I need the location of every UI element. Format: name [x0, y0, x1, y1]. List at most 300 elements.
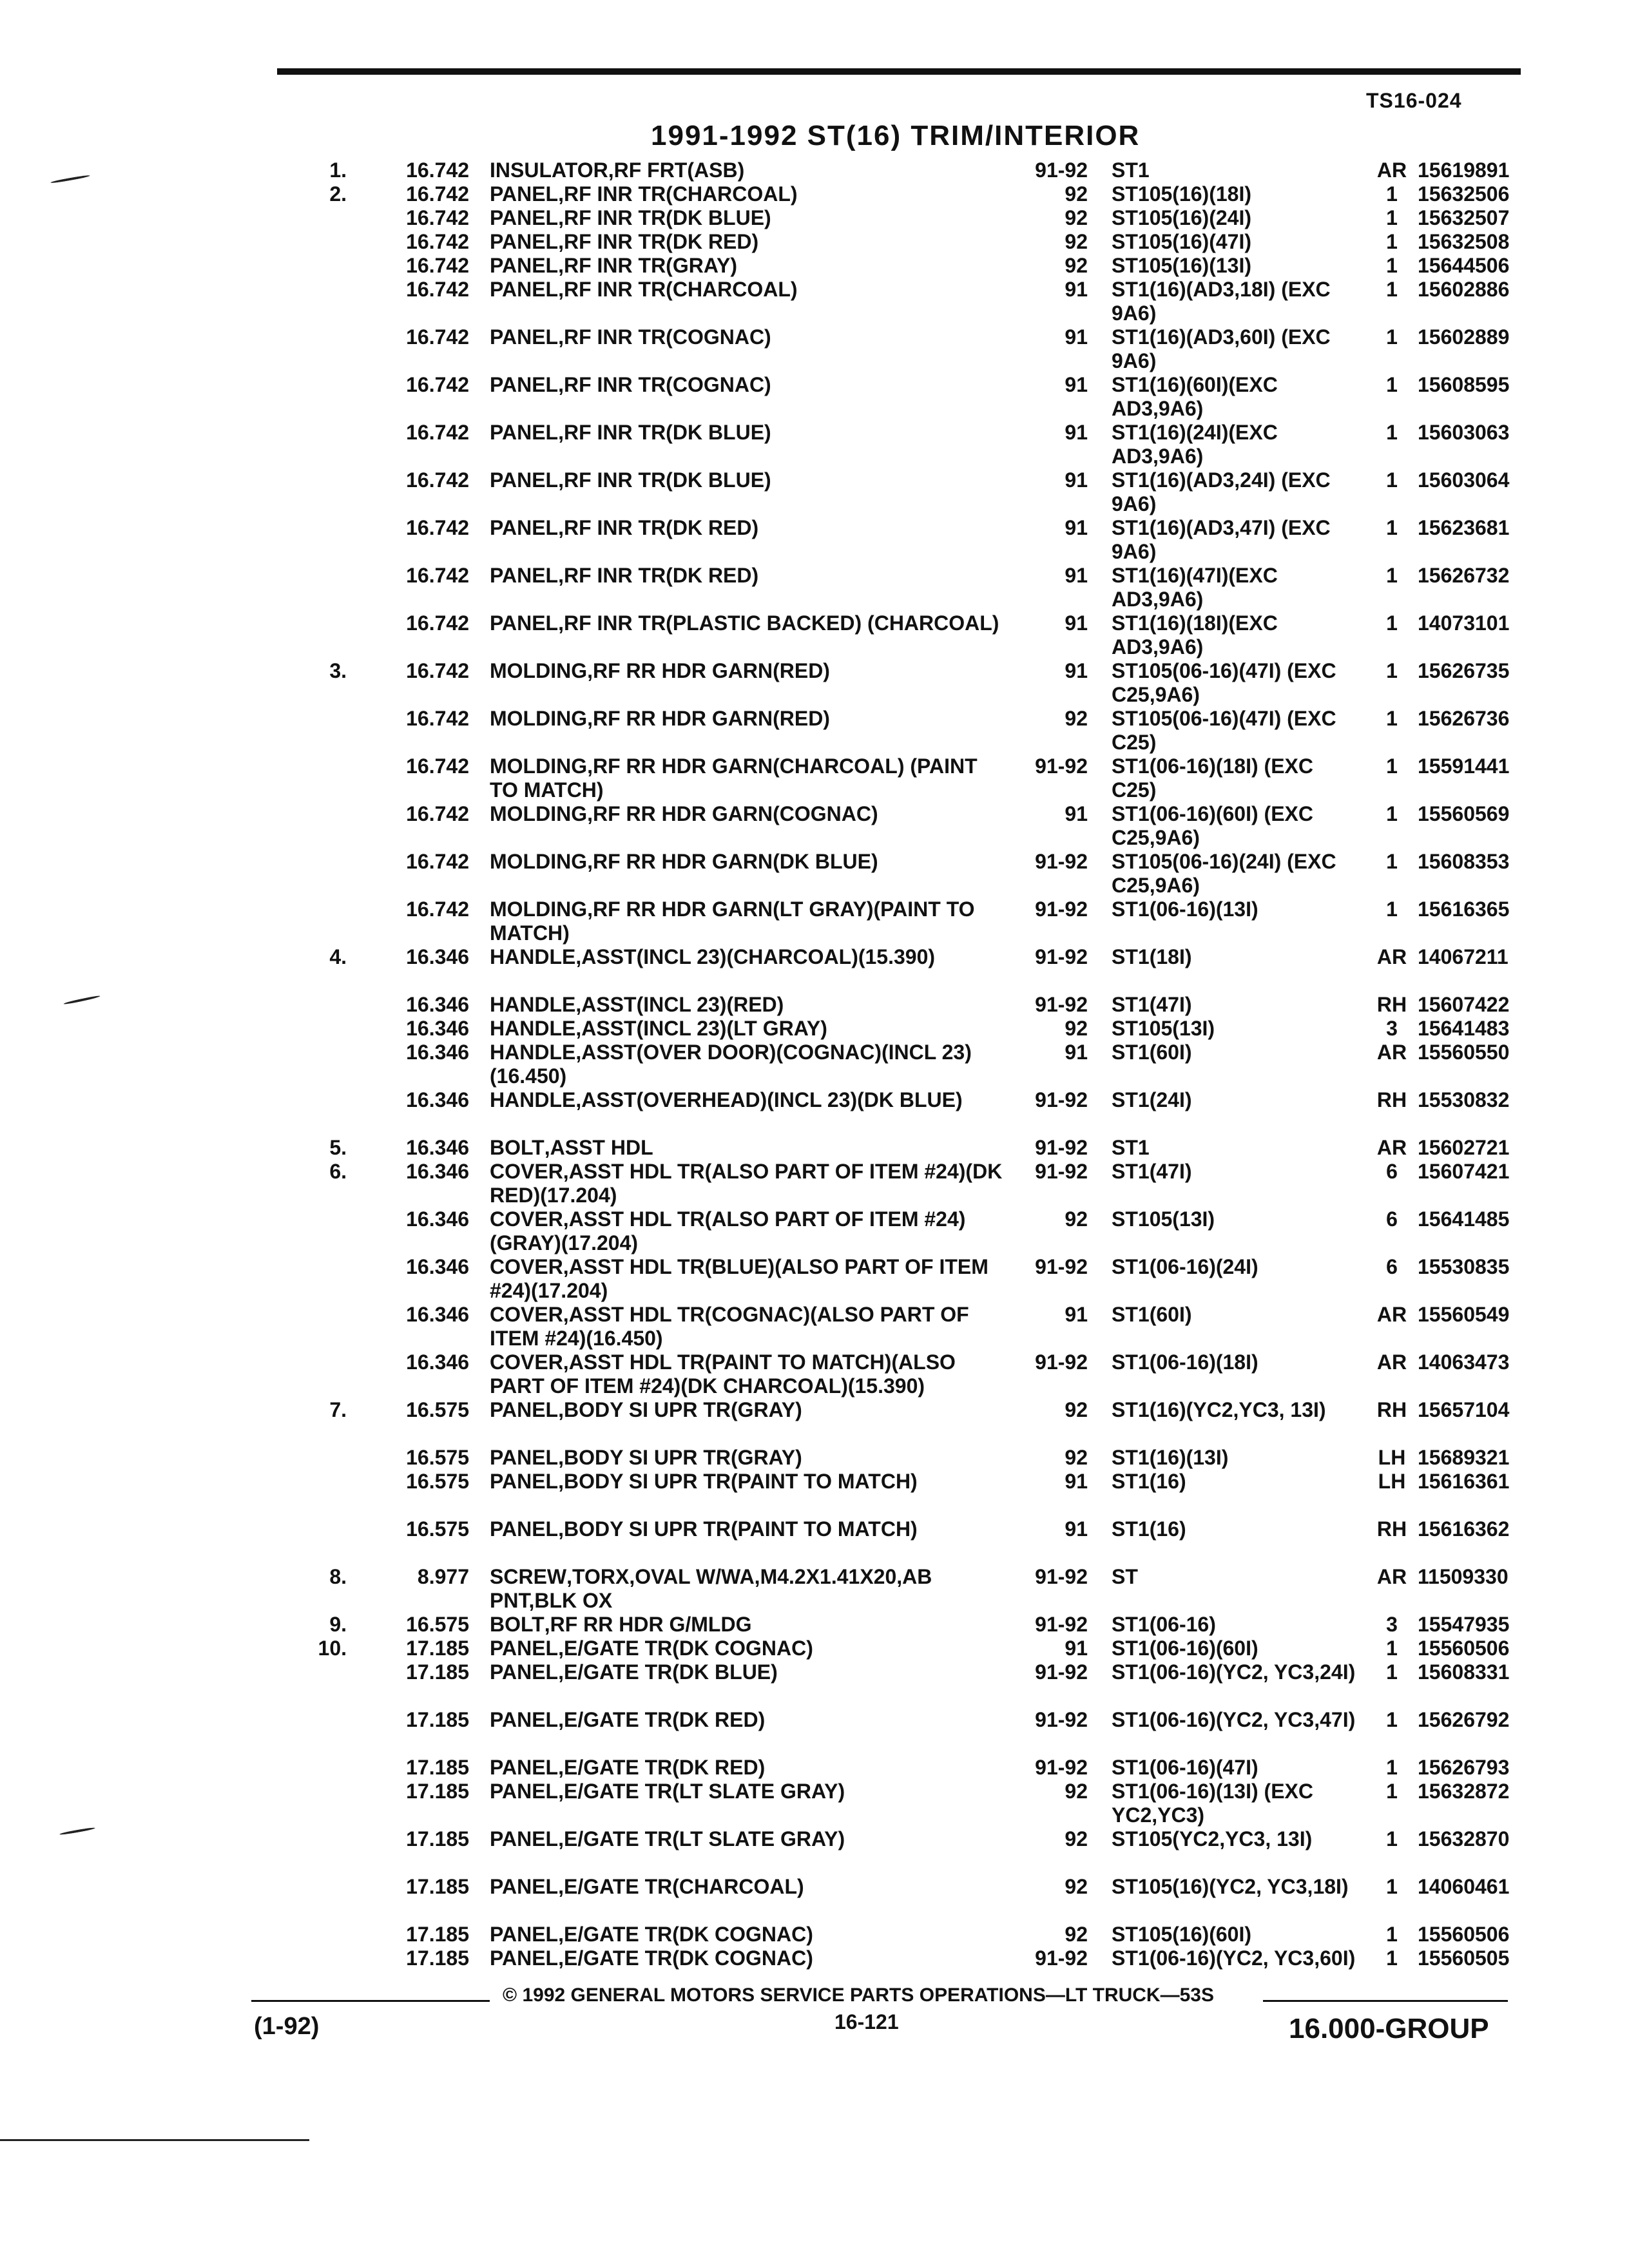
quantity: 1 — [1386, 1637, 1398, 1660]
illustration-reference: 16.346 — [406, 1041, 469, 1064]
table-row — [0, 516, 1629, 564]
part-number: 15560506 — [1418, 1637, 1510, 1660]
part-description — [490, 611, 1005, 635]
model-usage: ST1(16)(AD3,60I) (EXC 9A6) — [1112, 325, 1331, 372]
model-years: 92 — [1065, 1446, 1088, 1469]
part-description — [490, 1470, 1005, 1494]
part-name: PANEL — [490, 182, 559, 206]
part-description — [490, 1923, 1005, 1946]
model-years: 91 — [1065, 1041, 1088, 1064]
item-number: 8. — [329, 1565, 347, 1588]
illustration-reference: 16.742 — [406, 802, 469, 825]
model-usage: ST105(06-16)(24I) (EXC C25,9A6) — [1112, 850, 1336, 897]
quantity: AR — [1376, 1136, 1407, 1159]
table-row — [0, 1470, 1629, 1517]
table-row — [0, 1160, 1629, 1207]
part-number: 15602886 — [1418, 278, 1510, 301]
quantity: LH — [1378, 1446, 1406, 1469]
part-number: 15632507 — [1418, 206, 1510, 229]
part-name: HANDLE — [490, 1041, 576, 1064]
part-description — [490, 159, 1005, 182]
part-name: INSULATOR — [490, 159, 608, 182]
part-number: 15632870 — [1418, 1827, 1510, 1850]
table-row — [0, 850, 1629, 898]
illustration-reference: 16.346 — [406, 1303, 469, 1326]
part-number: 15632506 — [1418, 182, 1510, 206]
quantity: 1 — [1386, 1923, 1398, 1946]
part-description — [490, 468, 1005, 492]
part-number: 15626735 — [1418, 659, 1510, 682]
part-detail: ,RF RR HDR GARN(DK BLUE) — [587, 850, 878, 873]
table-row — [0, 230, 1629, 254]
model-usage: ST1(47I) — [1112, 993, 1192, 1016]
model-years: 92 — [1065, 707, 1088, 730]
part-detail: ,ASST HDL TR(ALSO PART OF ITEM #24)(GRAY)(17.204) — [490, 1207, 966, 1254]
part-description — [490, 206, 1005, 230]
part-description — [490, 373, 1005, 397]
model-years: 91 — [1065, 1303, 1088, 1326]
quantity: 1 — [1386, 1827, 1398, 1850]
part-description — [490, 1088, 1005, 1112]
part-description — [490, 1708, 1005, 1732]
illustration-reference: 16.742 — [406, 373, 469, 396]
model-years: 91 — [1065, 1637, 1088, 1660]
model-usage: ST1(06-16)(13I) (EXC YC2,YC3) — [1112, 1780, 1313, 1827]
quantity: 3 — [1386, 1017, 1398, 1040]
illustration-reference: 17.185 — [406, 1923, 469, 1946]
part-detail: ,RF INR TR(CHARCOAL) — [558, 182, 798, 206]
part-number: 15607421 — [1418, 1160, 1510, 1183]
table-row — [0, 421, 1629, 468]
model-years: 92 — [1065, 206, 1088, 229]
part-name: PANEL — [490, 1946, 559, 1970]
model-usage: ST1(06-16)(60I) — [1112, 1637, 1258, 1660]
part-number: 15616361 — [1418, 1470, 1510, 1493]
part-detail: ,ASST(INCL 23)(LT GRAY) — [575, 1017, 827, 1040]
parts-list — [0, 159, 1629, 1994]
part-number: 15626793 — [1418, 1756, 1510, 1779]
part-number: 15641483 — [1418, 1017, 1510, 1040]
model-usage: ST — [1112, 1565, 1138, 1588]
model-years: 91 — [1065, 468, 1088, 492]
part-name: MOLDING — [490, 850, 588, 873]
part-detail: ,RF INR TR(DK RED) — [558, 564, 759, 587]
part-detail: ,E/GATE TR(DK RED) — [558, 1756, 766, 1779]
part-description — [490, 1207, 1005, 1255]
part-name: SCREW — [490, 1565, 567, 1588]
part-name: COVER — [490, 1350, 563, 1374]
part-name: PANEL — [490, 421, 559, 444]
table-row — [0, 1255, 1629, 1303]
part-detail: ,RF RR HDR GARN(RED) — [587, 707, 830, 730]
footer-rule — [1263, 2000, 1508, 2002]
model-usage: ST1(06-16)(47I) — [1112, 1756, 1258, 1779]
part-detail: ,E/GATE TR(DK BLUE) — [558, 1660, 778, 1684]
item-number: 1. — [329, 159, 347, 182]
quantity: LH — [1378, 1470, 1406, 1493]
part-name: PANEL — [490, 1470, 559, 1493]
part-detail: ,BODY SI UPR TR(GRAY) — [558, 1398, 802, 1421]
table-row — [0, 373, 1629, 421]
illustration-reference: 17.185 — [406, 1637, 469, 1660]
illustration-reference: 16.346 — [406, 1017, 469, 1040]
table-row — [0, 278, 1629, 325]
part-description — [490, 1041, 1005, 1088]
model-usage: ST105(13I) — [1112, 1017, 1215, 1040]
part-detail: ,ASST HDL TR(PAINT TO MATCH)(ALSO PART OF ITEM #24)(DK CHARCOAL)(15.390) — [490, 1350, 956, 1398]
illustration-reference: 17.185 — [406, 1827, 469, 1850]
model-usage: ST1(16)(60I)(EXC AD3,9A6) — [1112, 373, 1278, 420]
part-detail: ,RF RR HDR GARN(COGNAC) — [587, 802, 878, 825]
part-description — [490, 278, 1005, 302]
illustration-reference: 16.742 — [406, 707, 469, 730]
quantity: 1 — [1386, 1780, 1398, 1803]
model-years: 91-92 — [1035, 993, 1088, 1016]
part-detail: ,ASST(OVERHEAD)(INCL 23)(DK BLUE) — [575, 1088, 963, 1111]
model-years: 91-92 — [1035, 1613, 1088, 1636]
part-description — [490, 1637, 1005, 1660]
part-description — [490, 230, 1005, 254]
part-description — [490, 659, 1005, 683]
quantity: 1 — [1386, 468, 1398, 492]
part-name: COVER — [490, 1207, 563, 1231]
part-detail: ,BODY SI UPR TR(GRAY) — [558, 1446, 802, 1469]
quantity: 1 — [1386, 1660, 1398, 1684]
quantity: 6 — [1386, 1160, 1398, 1183]
part-detail: ,RF RR HDR GARN(RED) — [587, 659, 830, 682]
model-years: 92 — [1065, 1398, 1088, 1421]
illustration-reference: 16.346 — [406, 1350, 469, 1374]
part-description — [490, 1613, 1005, 1637]
quantity: 1 — [1386, 564, 1398, 587]
quantity: 1 — [1386, 182, 1398, 206]
part-detail: ,RF INR TR(DK RED) — [558, 230, 759, 253]
copyright-symbol: © — [503, 1984, 517, 2006]
part-description — [490, 1303, 1005, 1350]
model-years: 91-92 — [1035, 1946, 1088, 1970]
page-number: 16-121 — [834, 2010, 899, 2033]
quantity: 1 — [1386, 516, 1398, 539]
illustration-reference: 16.742 — [406, 254, 469, 277]
part-description — [490, 1255, 1005, 1303]
table-row — [0, 182, 1629, 206]
part-detail: ,RF INR TR(PLASTIC BACKED) (CHARCOAL) — [558, 611, 999, 635]
model-years: 91-92 — [1035, 1255, 1088, 1278]
top-rule — [277, 68, 1521, 75]
quantity: 3 — [1386, 1613, 1398, 1636]
quantity: RH — [1376, 1088, 1407, 1111]
table-row — [0, 1780, 1629, 1827]
model-years: 92 — [1065, 1207, 1088, 1231]
part-number: 15632872 — [1418, 1780, 1510, 1803]
part-description — [490, 182, 1005, 206]
part-description — [490, 945, 1005, 969]
model-usage: ST1(16)(AD3,18I) (EXC 9A6) — [1112, 278, 1331, 325]
table-row — [0, 254, 1629, 278]
model-years: 91-92 — [1035, 1350, 1088, 1374]
part-name: PANEL — [490, 1875, 559, 1898]
illustration-reference: 17.185 — [406, 1660, 469, 1684]
quantity: RH — [1376, 993, 1407, 1016]
quantity: 1 — [1386, 802, 1398, 825]
illustration-reference: 16.346 — [406, 1160, 469, 1183]
part-detail: ,ASST(OVER DOOR)(COGNAC)(INCL 23)(16.450) — [490, 1041, 972, 1088]
part-number: 15602721 — [1418, 1136, 1510, 1159]
part-number: 15626792 — [1418, 1708, 1510, 1731]
model-usage: ST1(06-16)(YC2, YC3,24I) — [1112, 1660, 1356, 1684]
model-usage: ST105(16)(YC2, YC3,18I) — [1112, 1875, 1349, 1898]
table-row — [0, 1923, 1629, 1946]
part-name: PANEL — [490, 516, 559, 539]
part-name: HANDLE — [490, 993, 576, 1016]
model-usage: ST1(06-16)(YC2, YC3,60I) — [1112, 1946, 1356, 1970]
part-description — [490, 850, 1005, 874]
table-row — [0, 754, 1629, 802]
part-detail: ,RF INR TR(DK BLUE) — [558, 421, 771, 444]
illustration-reference: 16.575 — [406, 1470, 469, 1493]
quantity: 6 — [1386, 1255, 1398, 1278]
model-usage: ST1(24I) — [1112, 1088, 1192, 1111]
page-title: 1991-1992 ST(16) TRIM/INTERIOR — [651, 120, 1141, 151]
quantity: 1 — [1386, 611, 1398, 635]
model-usage: ST1(16)(24I)(EXC AD3,9A6) — [1112, 421, 1278, 468]
quantity: 1 — [1386, 325, 1398, 349]
model-usage: ST1(06-16) — [1112, 1613, 1216, 1636]
illustration-reference: 16.742 — [406, 468, 469, 492]
table-row — [0, 1017, 1629, 1041]
table-row — [0, 1446, 1629, 1470]
model-usage: ST1(16)(AD3,24I) (EXC 9A6) — [1112, 468, 1331, 515]
part-name: PANEL — [490, 230, 559, 253]
quantity: 1 — [1386, 754, 1398, 778]
model-years: 92 — [1065, 182, 1088, 206]
model-usage: ST105(YC2,YC3, 13I) — [1112, 1827, 1313, 1850]
part-detail: ,ASST HDL TR(COGNAC)(ALSO PART OF ITEM #24)(16.450) — [490, 1303, 969, 1350]
illustration-reference: 16.346 — [406, 1088, 469, 1111]
part-name: PANEL — [490, 373, 559, 396]
part-description — [490, 1660, 1005, 1684]
part-number: 15689321 — [1418, 1446, 1510, 1469]
quantity: 1 — [1386, 898, 1398, 921]
part-description — [490, 707, 1005, 731]
part-name: PANEL — [490, 468, 559, 492]
part-description — [490, 754, 1005, 802]
table-row — [0, 1660, 1629, 1708]
illustration-reference: 16.346 — [406, 1136, 469, 1159]
model-years: 91 — [1065, 611, 1088, 635]
table-row — [0, 1136, 1629, 1160]
table-row — [0, 1875, 1629, 1923]
illustration-reference: 16.575 — [406, 1613, 469, 1636]
quantity: 1 — [1386, 659, 1398, 682]
part-detail: ,E/GATE TR(CHARCOAL) — [558, 1875, 804, 1898]
part-number: 15560550 — [1418, 1041, 1510, 1064]
model-years: 92 — [1065, 1827, 1088, 1850]
part-description — [490, 898, 1005, 945]
table-row — [0, 1827, 1629, 1875]
table-row — [0, 159, 1629, 182]
model-years: 91-92 — [1035, 1088, 1088, 1111]
part-detail: ,ASST HDL TR(ALSO PART OF ITEM #24)(DK RED)(17.204) — [490, 1160, 1003, 1207]
illustration-reference: 17.185 — [406, 1780, 469, 1803]
model-years: 91-92 — [1035, 159, 1088, 182]
model-usage: ST1 — [1112, 159, 1150, 182]
model-years: 91-92 — [1035, 1756, 1088, 1779]
model-usage: ST1(06-16)(13I) — [1112, 898, 1258, 921]
model-years: 92 — [1065, 230, 1088, 253]
table-row — [0, 1613, 1629, 1637]
model-usage: ST1(47I) — [1112, 1160, 1192, 1183]
model-usage: ST1(06-16)(24I) — [1112, 1255, 1258, 1278]
part-detail: ,RF RR HDR GARN(CHARCOAL) (PAINT TO MATCH) — [490, 754, 978, 802]
quantity: 1 — [1386, 1875, 1398, 1898]
model-years: 91-92 — [1035, 754, 1088, 778]
quantity: RH — [1376, 1398, 1407, 1421]
item-number: 6. — [329, 1160, 347, 1183]
part-number: 14063473 — [1418, 1350, 1510, 1374]
model-years: 92 — [1065, 254, 1088, 277]
illustration-reference: 16.742 — [406, 516, 469, 539]
quantity: 6 — [1386, 1207, 1398, 1231]
illustration-reference: 16.742 — [406, 564, 469, 587]
part-name: PANEL — [490, 564, 559, 587]
illustration-reference: 16.346 — [406, 1207, 469, 1231]
quantity: 1 — [1386, 850, 1398, 873]
part-detail: ,E/GATE TR(DK COGNAC) — [558, 1637, 813, 1660]
footer-rule — [251, 2000, 490, 2002]
model-usage: ST1(16)(YC2,YC3, 13I) — [1112, 1398, 1326, 1421]
part-name: PANEL — [490, 1923, 559, 1946]
part-name: COVER — [490, 1160, 563, 1183]
quantity: 1 — [1386, 421, 1398, 444]
quantity: AR — [1376, 1350, 1407, 1374]
part-detail: ,ASST(INCL 23)(RED) — [575, 993, 784, 1016]
quantity: 1 — [1386, 373, 1398, 396]
model-usage: ST1(06-16)(18I) — [1112, 1350, 1258, 1374]
part-detail: ,E/GATE TR(DK COGNAC) — [558, 1923, 813, 1946]
quantity: 1 — [1386, 1946, 1398, 1970]
part-description — [490, 516, 1005, 540]
part-description — [490, 325, 1005, 349]
part-detail: ,RF RR HDR G/MLDG — [544, 1613, 752, 1636]
model-years: 92 — [1065, 1875, 1088, 1898]
part-detail: ,E/GATE TR(LT SLATE GRAY) — [558, 1827, 845, 1850]
item-number: 4. — [329, 945, 347, 968]
illustration-reference: 16.742 — [406, 754, 469, 778]
model-usage: ST1 — [1112, 1136, 1150, 1159]
model-usage: ST1(16)(AD3,47I) (EXC 9A6) — [1112, 516, 1331, 563]
item-number: 2. — [329, 182, 347, 206]
quantity: AR — [1376, 945, 1407, 968]
part-name: MOLDING — [490, 802, 588, 825]
bottom-rule — [0, 2139, 309, 2141]
part-name: PANEL — [490, 1660, 559, 1684]
quantity: 1 — [1386, 230, 1398, 253]
part-number: 14067211 — [1418, 945, 1509, 968]
illustration-reference: 16.742 — [406, 278, 469, 301]
model-years: 91 — [1065, 564, 1088, 587]
table-row — [0, 564, 1629, 611]
model-usage: ST105(16)(18I) — [1112, 182, 1251, 206]
illustration-reference: 16.346 — [406, 993, 469, 1016]
part-name: PANEL — [490, 1827, 559, 1850]
table-row — [0, 1207, 1629, 1255]
illustration-reference: 17.185 — [406, 1756, 469, 1779]
illustration-reference: 17.185 — [406, 1708, 469, 1731]
model-years: 91-92 — [1035, 1160, 1088, 1183]
part-name: PANEL — [490, 1708, 559, 1731]
table-row — [0, 993, 1629, 1017]
part-description — [490, 1017, 1005, 1041]
part-name: MOLDING — [490, 659, 588, 682]
item-number: 10. — [318, 1637, 347, 1660]
part-number: 15607422 — [1418, 993, 1510, 1016]
part-number: 14073101 — [1418, 611, 1510, 635]
part-name: HANDLE — [490, 1017, 576, 1040]
model-usage: ST105(16)(24I) — [1112, 206, 1251, 229]
model-usage: ST1(60I) — [1112, 1041, 1192, 1064]
part-number: 15603063 — [1418, 421, 1510, 444]
part-number: 15632508 — [1418, 230, 1510, 253]
part-number: 15591441 — [1418, 754, 1510, 778]
part-name: BOLT — [490, 1136, 545, 1159]
model-usage: ST1(06-16)(18I) (EXC C25) — [1112, 754, 1313, 802]
table-row — [0, 1398, 1629, 1446]
model-usage: ST1(18I) — [1112, 945, 1192, 968]
part-detail: ,E/GATE TR(DK RED) — [558, 1708, 766, 1731]
table-row — [0, 1756, 1629, 1780]
quantity: AR — [1376, 159, 1407, 182]
part-description — [490, 1517, 1005, 1541]
item-number: 9. — [329, 1613, 347, 1636]
item-number: 3. — [329, 659, 347, 682]
quantity: 1 — [1386, 707, 1398, 730]
group-label: 16.000-GROUP — [1289, 2013, 1489, 2044]
illustration-reference: 17.185 — [406, 1875, 469, 1898]
copyright-line — [503, 1984, 1214, 2006]
part-number: 15530832 — [1418, 1088, 1510, 1111]
part-name: PANEL — [490, 1398, 559, 1421]
model-usage: ST1(16)(47I)(EXC AD3,9A6) — [1112, 564, 1278, 611]
part-name: COVER — [490, 1303, 563, 1326]
edition-date: (1-92) — [254, 2013, 320, 2040]
table-row — [0, 1517, 1629, 1565]
part-name: PANEL — [490, 1517, 559, 1541]
part-detail: ,ASST(INCL 23)(CHARCOAL)(15.390) — [575, 945, 936, 968]
model-years: 91 — [1065, 373, 1088, 396]
table-row — [0, 325, 1629, 373]
part-number: 15641485 — [1418, 1207, 1510, 1231]
part-name: PANEL — [490, 1780, 559, 1803]
quantity: AR — [1376, 1041, 1407, 1064]
part-number: 15616362 — [1418, 1517, 1510, 1541]
table-row — [0, 898, 1629, 945]
illustration-reference: 16.575 — [406, 1517, 469, 1541]
part-number: 11509330 — [1418, 1565, 1509, 1588]
part-description — [490, 1827, 1005, 1851]
part-name: PANEL — [490, 325, 559, 349]
illustration-reference: 16.742 — [406, 659, 469, 682]
part-name: BOLT — [490, 1613, 545, 1636]
copyright-text: 1992 GENERAL MOTORS SERVICE PARTS OPERATIONS—LT TRUCK—53S — [522, 1984, 1214, 2006]
part-detail: ,RF INR TR(DK BLUE) — [558, 206, 771, 229]
part-number: 15603064 — [1418, 468, 1510, 492]
model-usage: ST1(60I) — [1112, 1303, 1192, 1326]
model-usage: ST105(06-16)(47I) (EXC C25,9A6) — [1112, 659, 1336, 706]
model-years: 91 — [1065, 1470, 1088, 1493]
part-number: 15626732 — [1418, 564, 1510, 587]
part-number: 15616365 — [1418, 898, 1510, 921]
